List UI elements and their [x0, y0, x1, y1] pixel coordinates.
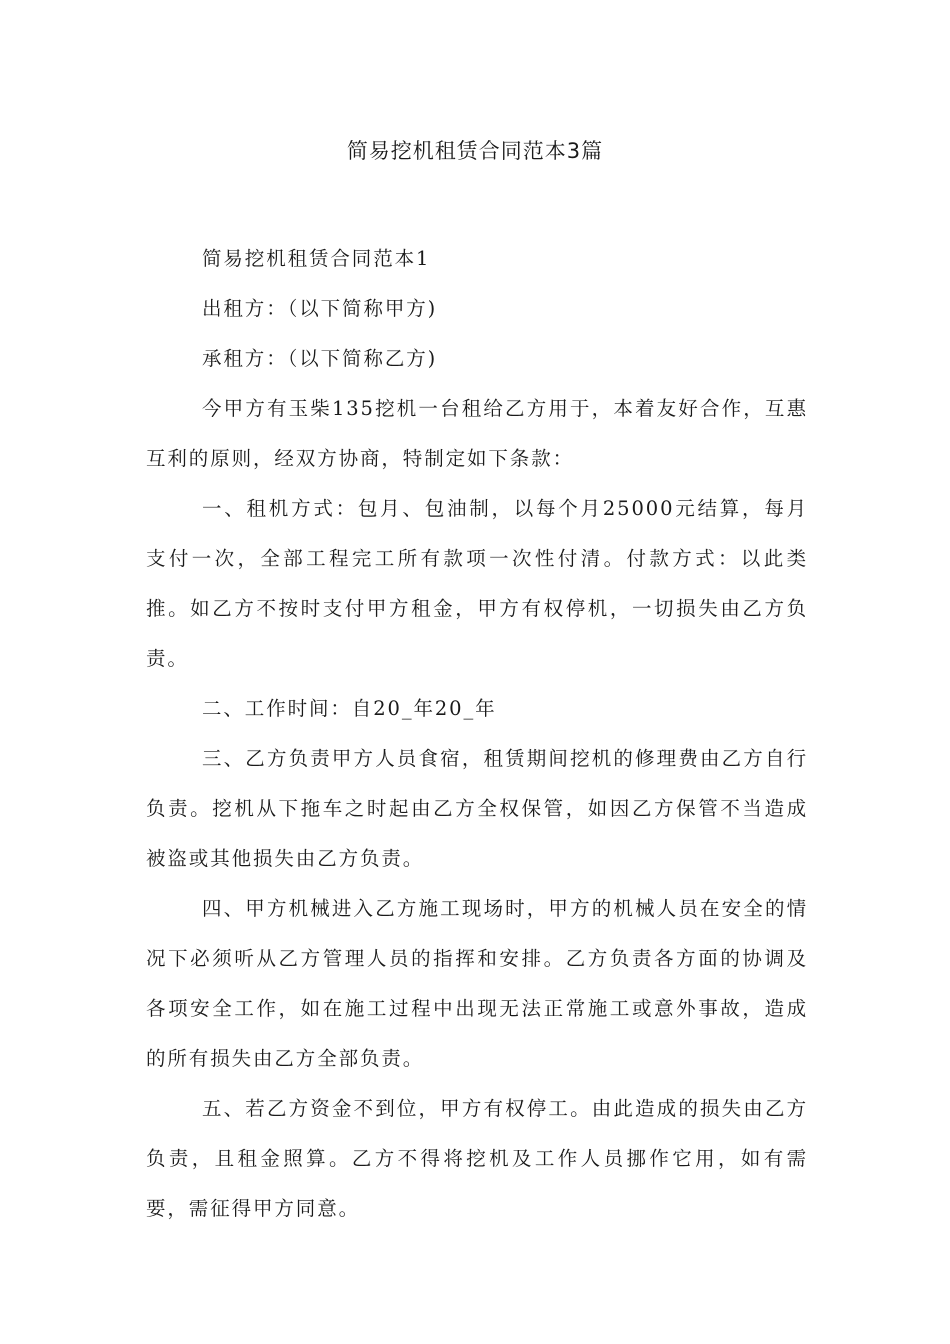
clause-1-paragraph: 一、租机方式：包月、包油制，以每个月25000元结算，每月支付一次，全部工程完工所有款项一次性付清。付款方式：以此类推。如乙方不按时支付甲方租金，甲方有权停机，一切损失由乙方负责。: [146, 497, 808, 670]
lessee-line: 承租方：（以下简称乙方): [202, 347, 438, 370]
clause-3-paragraph: 三、乙方负责甲方人员食宿，租赁期间挖机的修理费由乙方自行负责。挖机从下拖车之时起由乙方全权保管，如因乙方保管不当造成被盗或其他损失由乙方负责。: [146, 747, 808, 870]
clause-2-paragraph: 二、工作时间：自20_年20_年: [202, 697, 497, 720]
preamble-paragraph: 今甲方有玉柴135挖机一台租给乙方用于，本着友好合作，互惠互利的原则，经双方协商，特制定如下条款：: [146, 397, 808, 470]
document-body: [146, 234, 808, 1234]
clause-4-paragraph: 四、甲方机械进入乙方施工现场时，甲方的机械人员在安全的情况下必须听从乙方管理人员的指挥和安排。乙方负责各方面的协调及各项安全工作，如在施工过程中出现无法正常施工或意外事故，造成的所有损失由乙方全部负责。: [146, 897, 808, 1070]
document-title: 简易挖机租赁合同范本3篇: [346, 139, 604, 163]
clause-5-paragraph: 五、若乙方资金不到位，甲方有权停工。由此造成的损失由乙方负责，且租金照算。乙方不得将挖机及工作人员挪作它用，如有需要，需征得甲方同意。: [146, 1097, 808, 1220]
lessor-line: 出租方：（以下简称甲方): [202, 297, 438, 320]
section-heading: 简易挖机租赁合同范本1: [202, 247, 431, 270]
